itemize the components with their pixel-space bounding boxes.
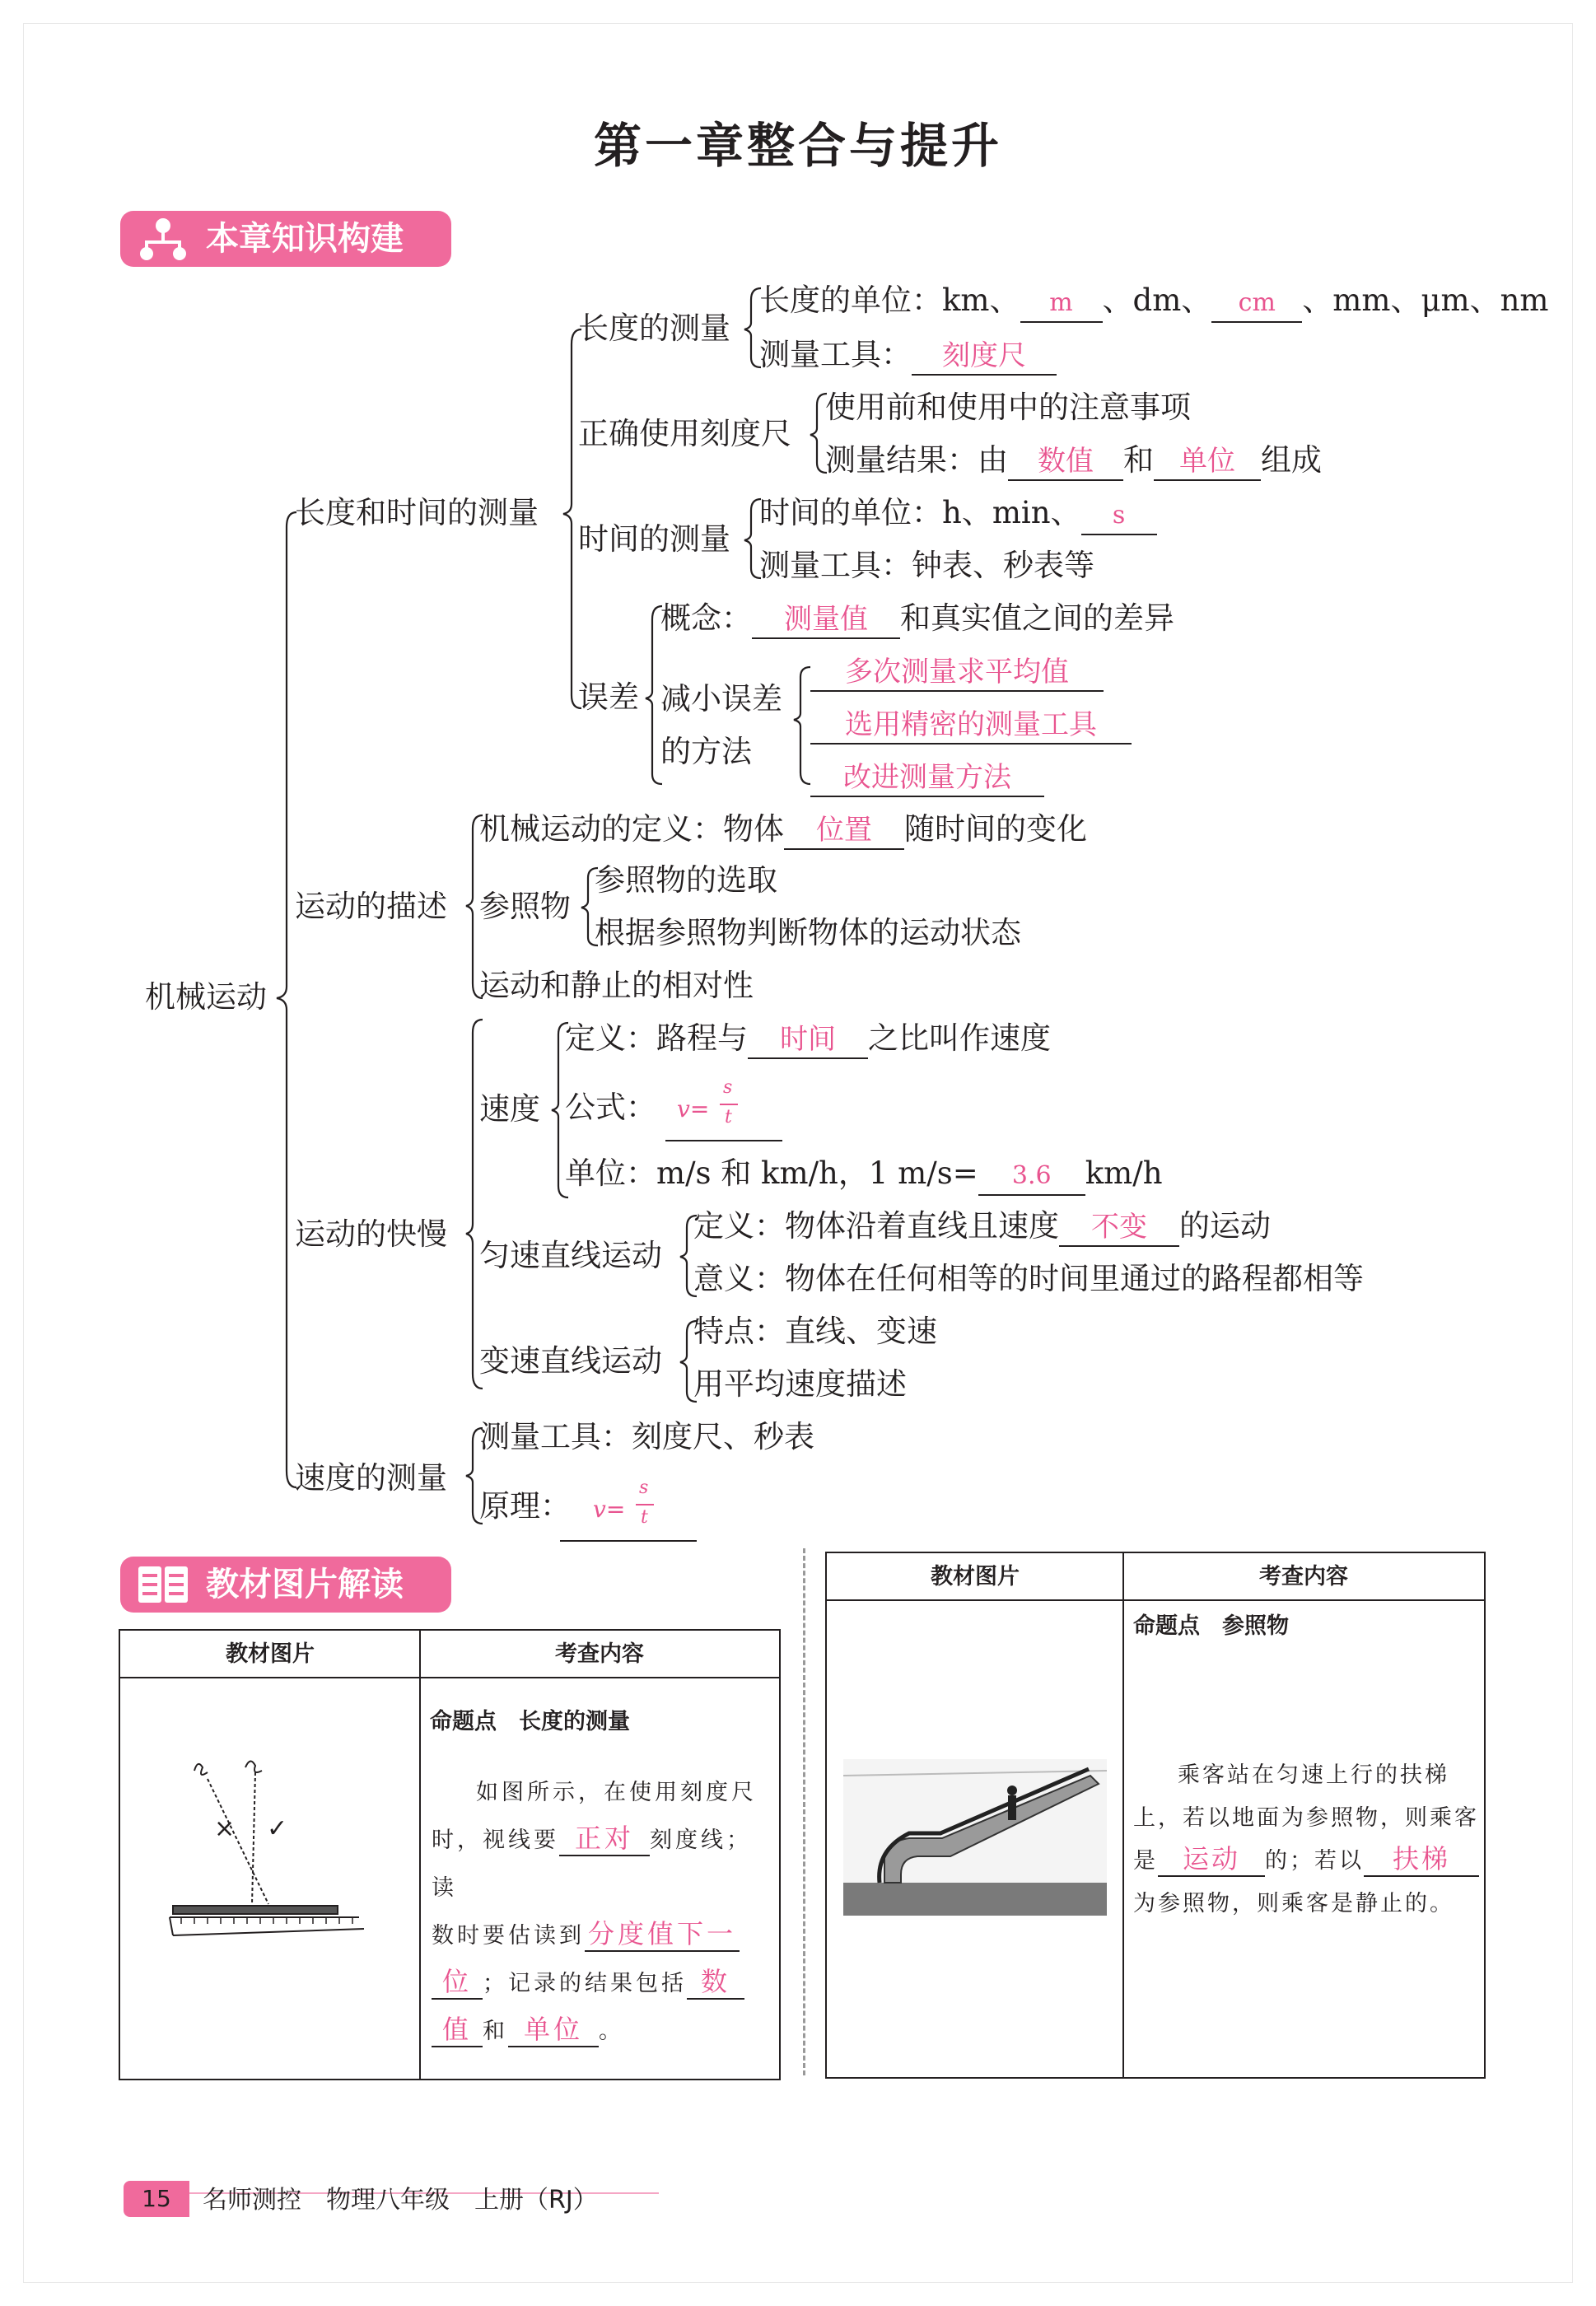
tree-b1-4b-ans3-wrap [810,758,1044,797]
tree-b1-3a: 时间的单位：h、min、 s [759,494,1157,535]
check-mark: ✓ [267,1814,288,1843]
tree-b2b-2: 根据参照物判断物体的运动状态 [595,915,1021,950]
escalator-figure [843,1759,1107,1916]
answer-blank: 数值 [1008,443,1123,481]
answer-blank: 测量值 [752,601,900,639]
tree-b3b-1: 定义：物体沿着直线且速度 不变 的运动 [693,1207,1271,1247]
tree-b3a-2: 公式： [565,1090,656,1125]
answer-blank: s [1081,497,1157,535]
tree-b3a-1: 定义：路程与 时间 之比叫作速度 [565,1020,1051,1059]
tree-b3c-1: 特点：直线、变速 [693,1314,937,1349]
ruler-reading-figure [165,1738,412,1960]
tree-b2b: 参照物 [479,889,571,924]
tree-b1-1b: 测量工具： 刻度尺 [759,336,1057,376]
formula-speed: v= s t [665,1071,782,1141]
book-icon [130,1561,196,1608]
answer-blank: 选用精密的测量工具 [810,707,1132,745]
tree-b1-1: 长度的测量 [578,310,730,346]
tree-b4a: 测量工具：刻度尺、秒表 [479,1419,814,1454]
tree-b1-4b-ans1-wrap [810,652,1104,692]
tree-b1-2b: 测量结果：由 数值 和 单位 组成 [825,441,1322,481]
answer-blank: m [1020,285,1103,323]
column-divider [803,1548,805,2075]
table-header-figure: 教材图片 [827,1553,1123,1601]
tree-b1-2a: 使用前和使用中的注意事项 [825,390,1191,425]
figure-table-length [119,1629,781,2080]
section-title-figures: 教材图片解读 [206,1566,404,1603]
tree-b3a-3: 单位：m/s 和 km/h，1 m/s= 3.6 km/h [565,1155,1163,1196]
tree-b3c-2: 用平均速度描述 [693,1366,907,1402]
table-header-content: 考查内容 [420,1631,779,1678]
tree-b2: 运动的描述 [295,889,447,924]
page-title: 第一章整合与提升 [593,118,1002,174]
tree-b1-3: 时间的测量 [578,521,730,557]
tree-b4b: 原理： [479,1488,571,1524]
tree-b1: 长度和时间的测量 [295,495,539,530]
cross-mark: × [214,1814,236,1843]
section-title-knowledge: 本章知识构建 [206,220,404,258]
tree-root: 机械运动 [145,979,267,1015]
footer-book-title: 名师测控 物理八年级 上册（RJ） [203,2186,598,2215]
answer-blank: 位置 [784,812,904,850]
tree-b1-1a: 长度的单位：km、 m 、dm、 cm 、mm、μm、nm [759,282,1549,323]
tree-b1-4a: 概念： 测量值 和真实值之间的差异 [660,600,1174,639]
tree-b1-4b-2: 的方法 [660,734,752,769]
tree-b4: 速度的测量 [295,1460,447,1496]
tree-b1-2: 正确使用刻度尺 [578,416,791,451]
figure-table-reference [825,1552,1486,2079]
table-header-content: 考查内容 [1123,1553,1484,1601]
topic-reference: 命题点 参照物 [1133,1613,1289,1639]
tree-b2a: 机械运动的定义：物体 位置 随时间的变化 [479,810,1087,850]
tree-b1-4b-ans2-wrap [810,705,1132,745]
tree-b1-4: 误差 [578,679,639,715]
tree-b3a: 速度 [479,1091,540,1127]
tree-b3b-2: 意义：物体在任何相等的时间里通过的路程都相等 [693,1261,1364,1296]
answer-blank: 时间 [748,1021,868,1059]
tree-b2b-1: 参照物的选取 [595,862,777,898]
answer-blank: 不变 [1059,1209,1179,1247]
formula-principle: v= s t [560,1471,697,1542]
tree-b3: 运动的快慢 [295,1216,447,1252]
content-length: 如图所示，在使用刻度尺 时，视线要 正对 刻度线；读 数时要估读到 分度值下一 位 ；记录的结果包括 数 值 和 单位 。 [432,1769,774,2056]
answer-blank: cm [1211,285,1302,323]
tree-b1-3b: 测量工具：钟表、秒表等 [759,548,1094,583]
answer-blank: 改进测量方法 [810,759,1044,797]
section-banner-figures [120,1557,451,1613]
answer-blank: 多次测量求平均值 [810,654,1104,692]
tree-b3b: 匀速直线运动 [479,1238,662,1273]
topic-length: 命题点 长度的测量 [430,1709,630,1734]
answer-blank: 刻度尺 [912,338,1057,376]
tree-b2c: 运动和静止的相对性 [479,968,754,1003]
page-number: 15 [124,2181,189,2217]
answer-blank: 3.6 [978,1158,1085,1196]
content-reference: 乘客站在匀速上行的扶梯 上，若以地面为参照物，则乘客 是 运动 的；若以 扶梯 为参照物，则乘客是静止的。 [1133,1762,1479,1916]
tree-b1-4b-1: 减小误差 [660,681,782,717]
table-header-figure: 教材图片 [120,1631,420,1678]
tree-b3c: 变速直线运动 [479,1343,662,1379]
answer-blank: 单位 [1154,443,1261,481]
